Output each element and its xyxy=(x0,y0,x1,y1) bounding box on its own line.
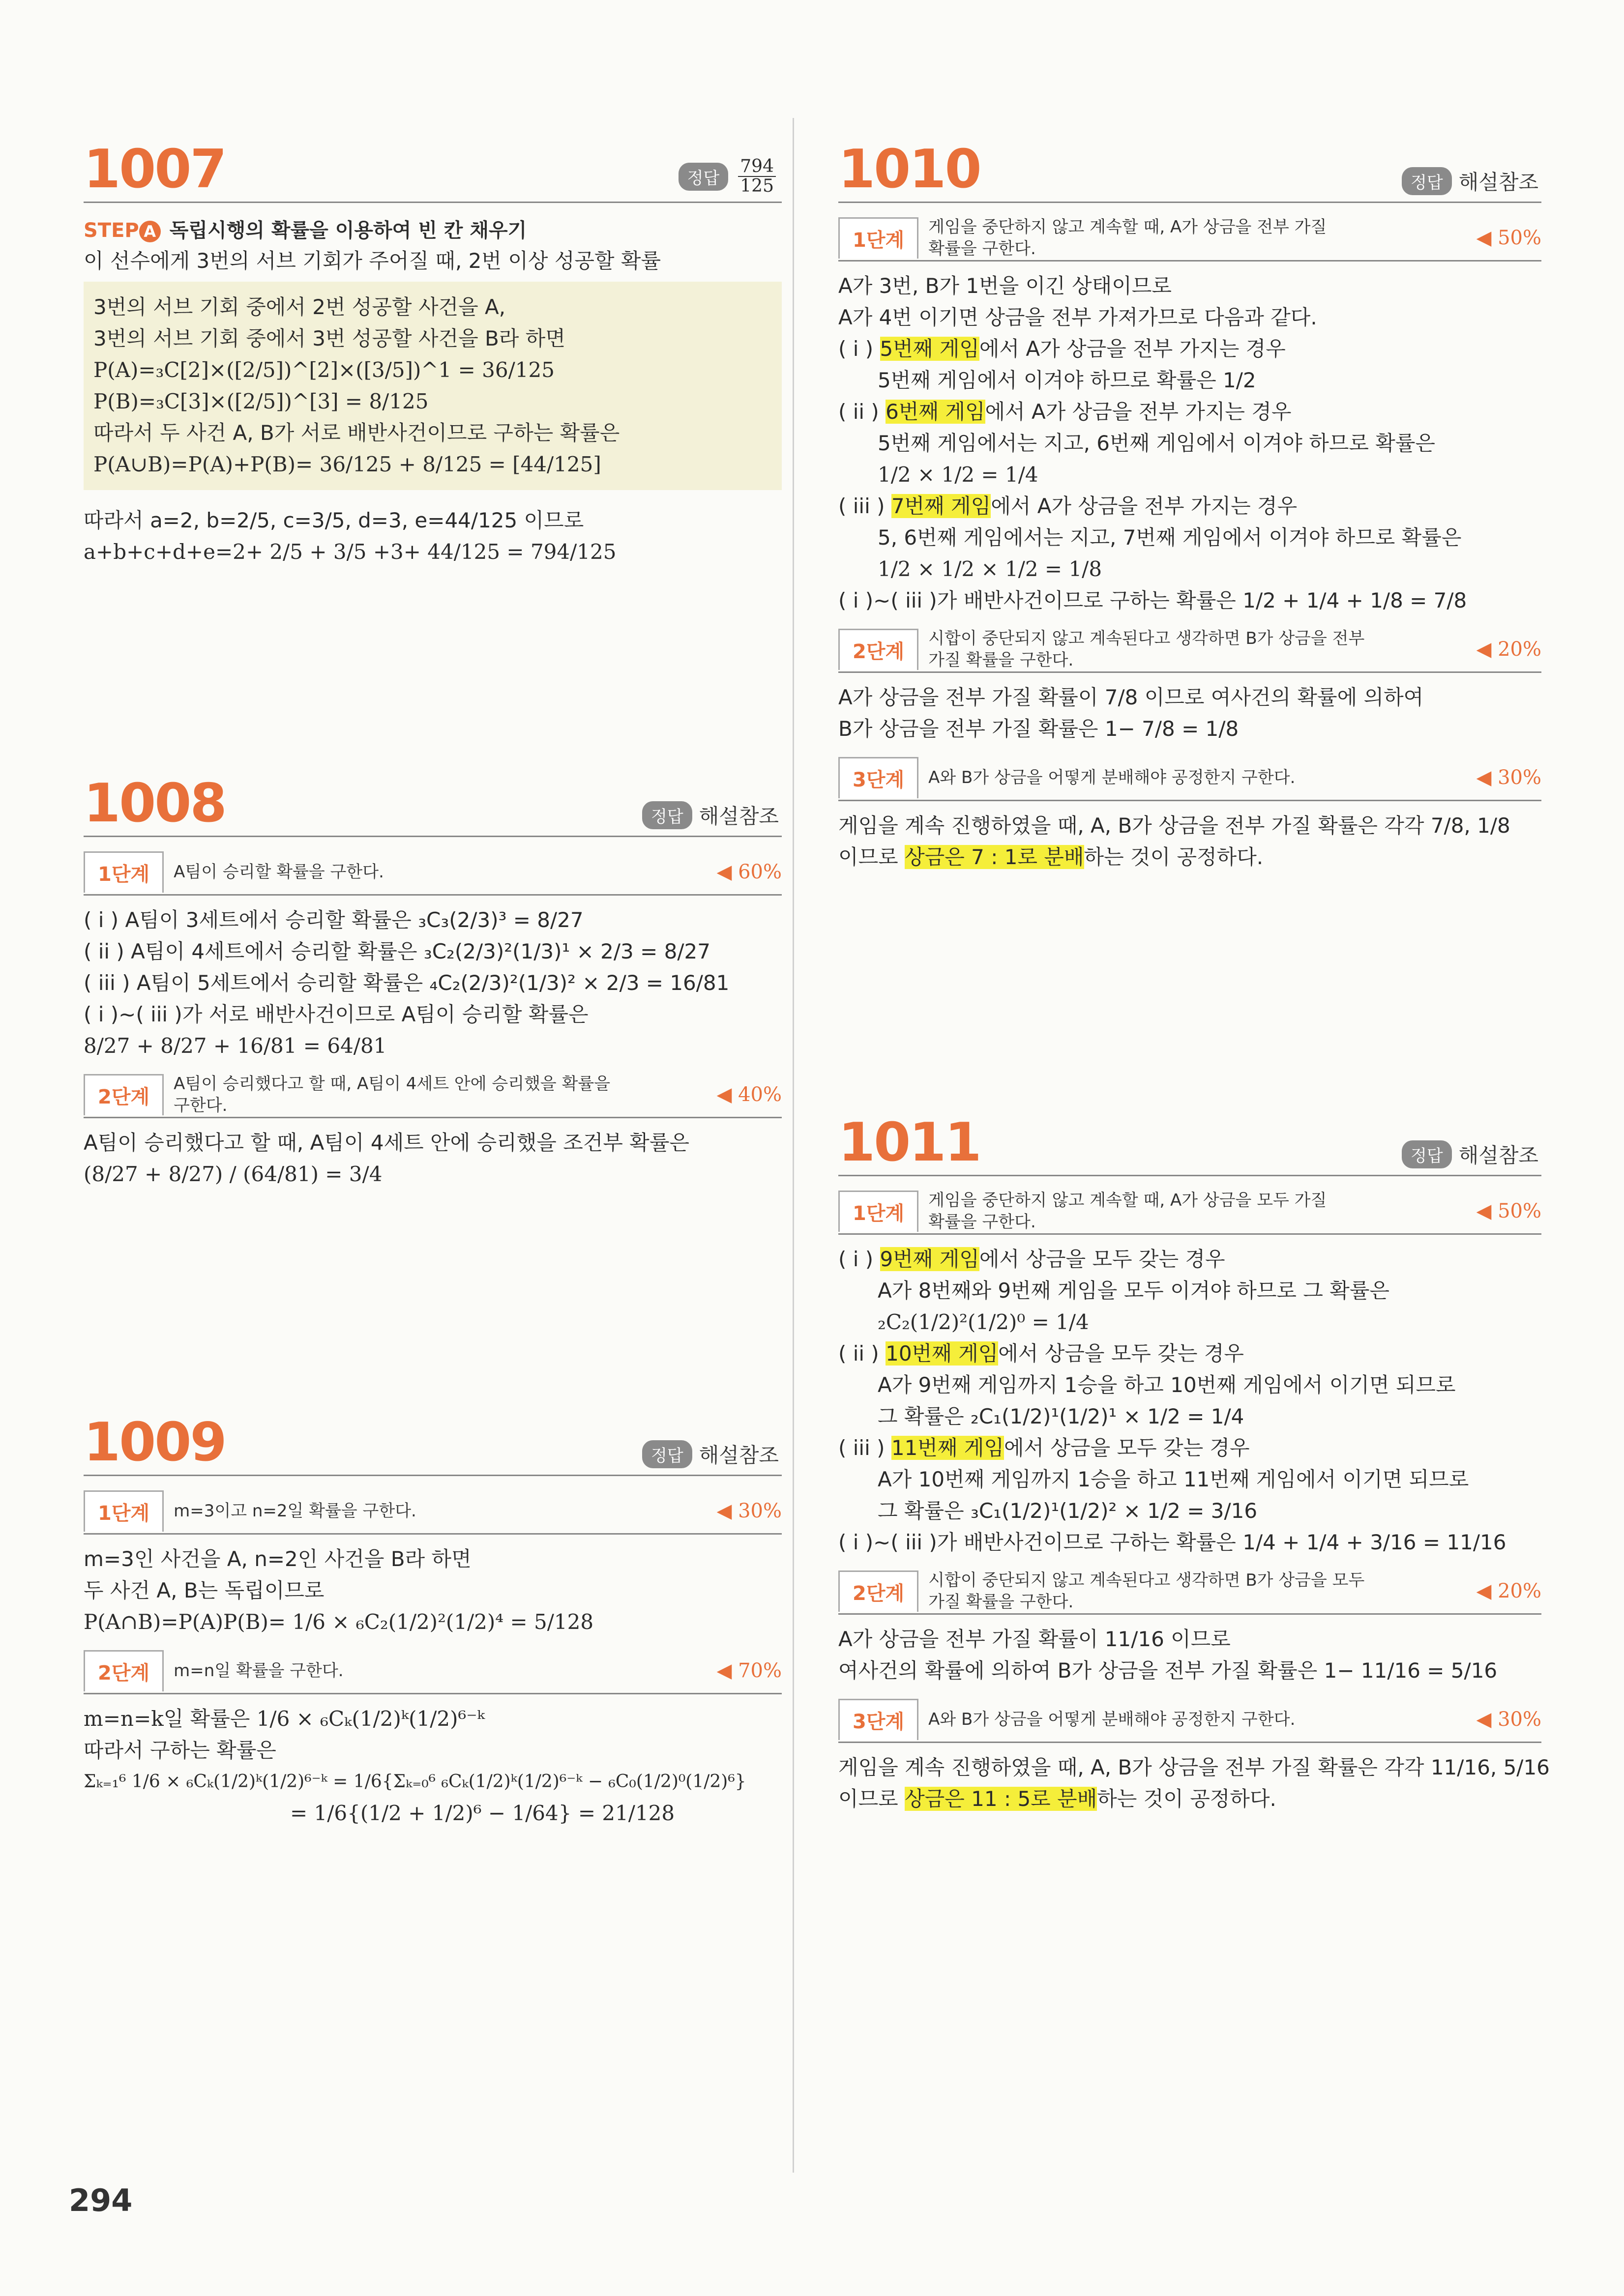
answer xyxy=(1402,166,1538,196)
answer-text: 해설참조 xyxy=(1458,170,1538,194)
stage-tag: 2단계 xyxy=(84,1650,164,1691)
stage-percent: ◀ 70% xyxy=(716,1659,782,1682)
problem-header xyxy=(838,139,1541,203)
formula: 그 확률은 ₂C₁(1/2)¹(1/2)¹ × 1/2 = 1/4 xyxy=(878,1404,1244,1428)
formula: P(A∩B)=P(A)P(B)= 1/6 × ₆C₂(1/2)²(1/2)⁴ = 5/128 xyxy=(84,1610,594,1634)
text-line: A가 상금을 전부 가질 확률이 11/16 이므로 xyxy=(838,1627,1231,1651)
step-title: 독립시행의 확률을 이용하여 빈 칸 채우기 xyxy=(169,219,527,242)
stage-1 xyxy=(84,850,782,896)
stage-desc: 게임을 중단하지 않고 계속할 때, A가 상금을 전부 가질 확률을 구한다. xyxy=(928,217,1327,259)
text-line: ( i )~( iii )가 배반사건이므로 구하는 확률은 1/4 + 1/4 + 3/16 = 11/16 xyxy=(838,1530,1506,1554)
problem-header xyxy=(838,1112,1541,1176)
answer xyxy=(679,157,779,196)
conclusion: 이므로 상금은 11 : 5로 분배하는 것이 공정하다. xyxy=(838,1787,1276,1811)
answer-badge: 정답 xyxy=(642,1440,692,1468)
case-3: ( iii ) 11번째 게임에서 상금을 모두 갖는 경우 xyxy=(838,1436,1250,1460)
text-line: m=3인 사건을 A, n=2인 사건을 B라 하면 xyxy=(84,1547,472,1571)
formula-sum: Σₖ₌₁⁶ 1/6 × ₆Cₖ(1/2)ᵏ(1/2)⁶⁻ᵏ = 1/6{Σₖ₌₀⁶ ₆Cₖ(1/2)ᵏ(1/2)⁶⁻ᵏ − ₆C₀(1/2)⁰(1/2)⁶} xyxy=(84,1772,746,1792)
case-line: 5번째 게임에서는 지고, 6번째 게임에서 이겨야 하므로 확률은 xyxy=(878,431,1435,455)
problem-number: 1011 xyxy=(838,1112,980,1173)
text-line: 따라서 구하는 확률은 xyxy=(84,1738,276,1762)
case-line: 5, 6번째 게임에서는 지고, 7번째 게임에서 이겨야 하므로 확률은 xyxy=(878,525,1462,550)
stage-tag: 1단계 xyxy=(84,851,164,893)
stage-desc: m=3이고 n=2일 확률을 구한다. xyxy=(174,1501,416,1521)
text-line: 게임을 계속 진행하였을 때, A, B가 상금을 전부 가질 확률은 각각 11/16, 5/16 xyxy=(838,1755,1550,1779)
stage-desc: A와 B가 상금을 어떻게 분배해야 공정한지 구한다. xyxy=(928,768,1296,787)
stage-percent: ◀ 50% xyxy=(1476,1200,1541,1222)
stage-tag: 2단계 xyxy=(838,629,918,670)
note-line: 3번의 서브 기회 중에서 2번 성공할 사건을 A, xyxy=(93,295,506,319)
stage-tag: 3단계 xyxy=(838,757,918,798)
answer-badge: 정답 xyxy=(642,801,692,829)
stage-2 xyxy=(838,1569,1541,1615)
case-line: 5번째 게임에서 이겨야 하므로 확률은 1/2 xyxy=(878,368,1256,392)
stage-percent: ◀ 30% xyxy=(716,1500,782,1522)
stage-desc: 시합이 중단되지 않고 계속된다고 생각하면 B가 상금을 모두 가질 확률을 구한다. xyxy=(928,1570,1365,1612)
formula-pa: P(A)=₃C[2]×([2/5])^[2]×([3/5])^1 = 36/125 xyxy=(93,358,555,382)
problem-1009 xyxy=(84,1412,782,1829)
problem-1011 xyxy=(838,1112,1550,1815)
problem-number: 1010 xyxy=(838,139,980,200)
case-line: A가 9번째 게임까지 1승을 하고 10번째 게임에서 이기면 되므로 xyxy=(878,1373,1456,1397)
answer-badge: 정답 xyxy=(1402,1140,1452,1168)
answer-text: 해설참조 xyxy=(699,804,779,828)
formula: m=n=k일 확률은 1/6 × ₆Cₖ(1/2)ᵏ(1/2)⁶⁻ᵏ xyxy=(84,1707,485,1731)
stage-desc: m=n일 확률을 구한다. xyxy=(174,1661,344,1681)
answer-badge: 정답 xyxy=(679,163,729,191)
stage-percent: ◀ 20% xyxy=(1476,638,1541,661)
step-a-heading xyxy=(84,216,782,245)
note-line: 따라서 두 사건 A, B가 서로 배반사건이므로 구하는 확률은 xyxy=(93,421,620,445)
problem-number: 1007 xyxy=(84,139,226,200)
stage-percent: ◀ 30% xyxy=(1476,766,1541,789)
case-line: A가 10번째 게임까지 1승을 하고 11번째 게임에서 이기면 되므로 xyxy=(878,1467,1469,1491)
answer-text: 해설참조 xyxy=(1458,1143,1538,1167)
formula: ₂C₂(1/2)²(1/2)⁰ = 1/4 xyxy=(878,1310,1089,1334)
stage-1 xyxy=(838,216,1541,262)
page-number: 294 xyxy=(69,2182,133,2218)
step-label: STEP xyxy=(84,219,139,242)
stage-percent: ◀ 30% xyxy=(1476,1708,1541,1731)
problem-header xyxy=(84,1412,782,1476)
problem-1007 xyxy=(84,139,782,568)
answer-text: 해설참조 xyxy=(699,1443,779,1467)
step-letter-circle: A xyxy=(139,221,161,242)
stage-3 xyxy=(838,1697,1541,1743)
stage-tag: 1단계 xyxy=(838,217,918,259)
problem-number: 1008 xyxy=(84,773,226,834)
case-1: ( i ) 5번째 게임에서 A가 상금을 전부 가지는 경우 xyxy=(838,337,1286,361)
note-line: 3번의 서브 기회 중에서 3번 성공할 사건을 B라 하면 xyxy=(93,326,565,350)
stage-2 xyxy=(84,1073,782,1118)
problem-1008 xyxy=(84,773,782,1190)
formula-pb: P(B)=₃C[3]×([2/5])^[3] = 8/125 xyxy=(93,389,429,413)
text-line: ( ii ) A팀이 4세트에서 승리할 확률은 ₃C₂(2/3)²(1/3)¹ × 2/3 = 8/27 xyxy=(84,939,710,963)
conclusion: 이므로 상금은 7 : 1로 분배하는 것이 공정하다. xyxy=(838,845,1264,869)
stage-desc: A팀이 승리할 확률을 구한다. xyxy=(174,862,384,882)
problem-1010 xyxy=(838,139,1541,873)
text-line: A가 3번, B가 1번을 이긴 상태이므로 xyxy=(838,274,1172,298)
text-line: 여사건의 확률에 의하여 B가 상금을 전부 가질 확률은 1− 11/16 = 5/16 xyxy=(838,1658,1498,1683)
stage-tag: 1단계 xyxy=(84,1490,164,1532)
stage-percent: ◀ 20% xyxy=(1476,1580,1541,1602)
stage-desc: A팀이 승리했다고 할 때, A팀이 4세트 안에 승리했을 확률을 구한다. xyxy=(174,1074,611,1115)
stage-1 xyxy=(838,1189,1541,1235)
case-1: ( i ) 9번째 게임에서 상금을 모두 갖는 경우 xyxy=(838,1247,1225,1271)
problem-header xyxy=(84,139,782,203)
stage-tag: 3단계 xyxy=(838,1699,918,1740)
text-line: 게임을 계속 진행하였을 때, A, B가 상금을 전부 가질 확률은 각각 7/8, 1/8 xyxy=(838,814,1510,838)
text-line: 두 사건 A, B는 독립이므로 xyxy=(84,1578,325,1602)
text-line: A팀이 승리했다고 할 때, A팀이 4세트 안에 승리했을 조건부 확률은 xyxy=(84,1131,689,1155)
answer-badge: 정답 xyxy=(1402,167,1452,195)
text-line: 따라서 a=2, b=2/5, c=3/5, d=3, e=44/125 이므로 xyxy=(84,508,584,532)
stage-desc: 게임을 중단하지 않고 계속할 때, A가 상금을 모두 가질 확률을 구한다. xyxy=(928,1191,1327,1232)
text-line: B가 상금을 전부 가질 확률은 1− 7/8 = 1/8 xyxy=(838,717,1239,741)
case-2: ( ii ) 6번째 게임에서 A가 상금을 전부 가지는 경우 xyxy=(838,400,1292,424)
text-line: ( i ) A팀이 3세트에서 승리할 확률은 ₃C₃(2/3)³ = 8/27 xyxy=(84,908,584,932)
stage-tag: 2단계 xyxy=(84,1074,164,1115)
formula: 1/2 × 1/2 = 1/4 xyxy=(878,463,1038,487)
text-line: ( i )~( iii )가 배반사건이므로 구하는 확률은 1/2 + 1/4 + 1/8 = 7/8 xyxy=(838,588,1467,612)
stage-desc: A와 B가 상금을 어떻게 분배해야 공정한지 구한다. xyxy=(928,1710,1296,1729)
stage-1 xyxy=(84,1489,782,1535)
formula: 1/2 × 1/2 × 1/2 = 1/8 xyxy=(878,557,1102,581)
formula-sum: a+b+c+d+e=2+ 2/5 + 3/5 +3+ 44/125 = 794/125 xyxy=(84,540,617,564)
formula: (8/27 + 8/27) / (64/81) = 3/4 xyxy=(84,1162,383,1186)
answer-fraction: $\frac{794}{125}$ xyxy=(738,157,776,196)
answer xyxy=(1402,1139,1538,1169)
text-line: A가 상금을 전부 가질 확률이 7/8 이므로 여사건의 확률에 의하여 xyxy=(838,685,1424,709)
answer xyxy=(642,1439,779,1469)
problem-header xyxy=(84,773,782,837)
formula-result: = 1/6{(1/2 + 1/2)⁶ − 1/64} = 21/128 xyxy=(290,1801,675,1825)
formula: 그 확률은 ₃C₁(1/2)¹(1/2)² × 1/2 = 3/16 xyxy=(878,1499,1258,1523)
stage-percent: ◀ 50% xyxy=(1476,227,1541,249)
column-divider xyxy=(793,118,794,2173)
stage-2 xyxy=(84,1649,782,1694)
stage-percent: ◀ 60% xyxy=(716,861,782,883)
text-line: ( iii ) A팀이 5세트에서 승리할 확률은 ₄C₂(2/3)²(1/3)² × 2/3 = 16/81 xyxy=(84,971,730,995)
intro-text: 이 선수에게 3번의 서브 기회가 주어질 때, 2번 이상 성공할 확률 xyxy=(84,249,661,273)
answer xyxy=(642,800,779,830)
stage-2 xyxy=(838,627,1541,673)
text-line: A가 4번 이기면 상금을 전부 가져가므로 다음과 같다. xyxy=(838,305,1317,329)
stage-3 xyxy=(838,756,1541,801)
note-box xyxy=(84,282,782,490)
case-line: A가 8번째와 9번째 게임을 모두 이겨야 하므로 그 확률은 xyxy=(878,1279,1389,1303)
case-3: ( iii ) 7번째 게임에서 A가 상금을 전부 가지는 경우 xyxy=(838,494,1298,518)
stage-desc: 시합이 중단되지 않고 계속된다고 생각하면 B가 상금을 전부 가질 확률을 구한다. xyxy=(928,629,1365,670)
text-line: ( i )~( iii )가 서로 배반사건이므로 A팀이 승리할 확률은 xyxy=(84,1002,589,1026)
case-2: ( ii ) 10번째 게임에서 상금을 모두 갖는 경우 xyxy=(838,1341,1244,1366)
problem-number: 1009 xyxy=(84,1412,226,1473)
stage-tag: 1단계 xyxy=(838,1191,918,1232)
stage-tag: 2단계 xyxy=(838,1570,918,1612)
formula: 8/27 + 8/27 + 16/81 = 64/81 xyxy=(84,1034,387,1058)
stage-percent: ◀ 40% xyxy=(716,1083,782,1106)
formula-union: P(A∪B)=P(A)+P(B)= 36/125 + 8/125 = [44/125] xyxy=(93,452,601,476)
